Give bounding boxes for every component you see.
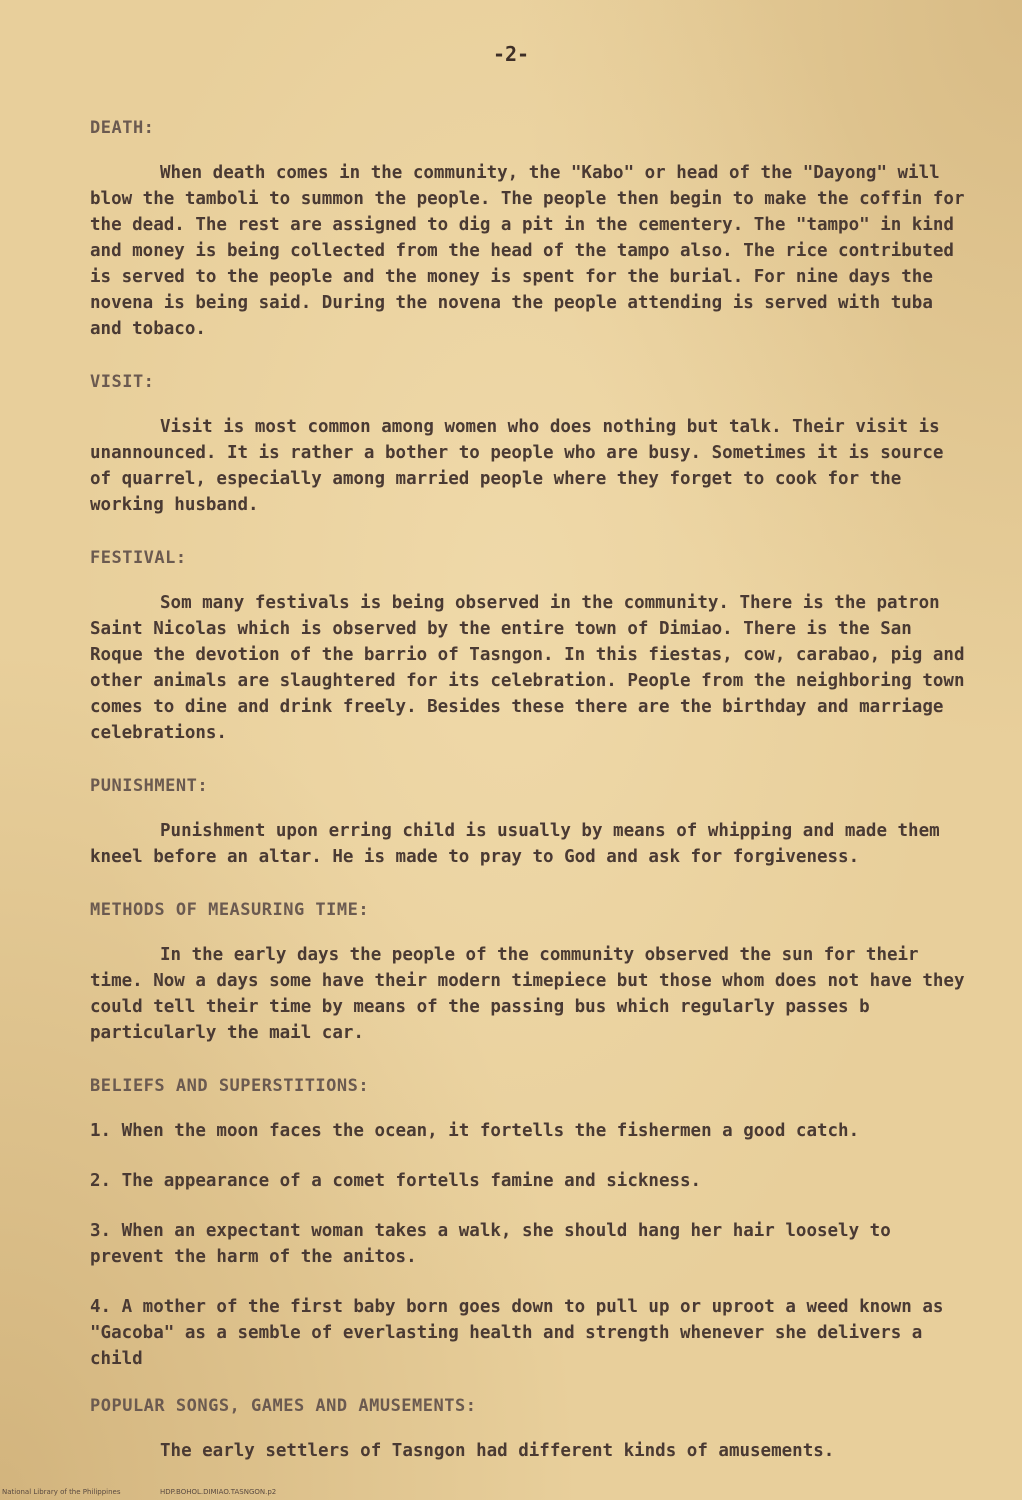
- section-body-methods: In the early days the people of the community observed the sun for their time. Now a days some have their modern timepiece but those whom does not have they could tell their time by means of the passing bus which regularly passes b particularly the mail car.: [90, 945, 965, 1043]
- section-body-visit: Visit is most common among women who does nothing but talk. Their visit is unannounced. It is rather a bother to people who are busy. Sometimes it is source of quarrel, especially among married people where they forget to cook for the working husband.: [90, 417, 944, 515]
- document-body: [90, 118, 970, 1484]
- section-heading-methods: METHODS OF MEASURING TIME:: [90, 900, 370, 920]
- page-number: -2-: [492, 42, 530, 66]
- section-body-punishment: Punishment upon erring child is usually by means of whipping and made them kneel before an altar. He is made to pray to God and ask for forgiveness.: [90, 821, 940, 867]
- section-body-songs: The early settlers of Tasngon had different kinds of amusements.: [160, 1441, 835, 1461]
- footer-credit: National Library of the Philippines: [2, 1488, 121, 1496]
- section-heading-visit: VISIT:: [90, 372, 155, 392]
- belief-item: 3. When an expectant woman takes a walk, she should hang her hair loosely to prevent the harm of the anitos.: [90, 1221, 891, 1267]
- section-heading-festival: FESTIVAL:: [90, 548, 187, 568]
- belief-item: 1. When the moon faces the ocean, it fortells the fishermen a good catch.: [90, 1121, 860, 1141]
- section-body-death: When death comes in the community, the "Kabo" or head of the "Dayong" will blow the tamboli to summon the people. The people then begin to make the coffin for the dead. The rest are assigned to dig a pit in the cementery. The "tampo" in kind and money is being collected from the head of the tampo also. The rice contributed is served to the people and the money is spent for the burial. For nine days the novena is being said. During the novena the people attending is served with tuba and tobaco.: [90, 163, 965, 339]
- section-heading-beliefs: BELIEFS AND SUPERSTITIONS:: [90, 1076, 370, 1096]
- section-heading-death: DEATH:: [90, 118, 155, 138]
- section-heading-punishment: PUNISHMENT:: [90, 776, 209, 796]
- belief-item: 2. The appearance of a comet fortells famine and sickness.: [90, 1171, 702, 1191]
- footer-code: HDP.BOHOL.DIMIAO.TASNGON.p2: [160, 1488, 277, 1496]
- section-heading-songs: POPULAR SONGS, GAMES AND AMUSEMENTS:: [90, 1396, 477, 1416]
- section-body-festival: Som many festivals is being observed in the community. There is the patron Saint Nicolas which is observed by the entire town of Dimiao. There is the San Roque the devotion of the barrio of Tasngon. In this fiestas, cow, carabao, pig and other animals are slaughtered for its celebration. People from the neighboring town comes to dine and drink freely. Besides these there are the birthday and marriage celebrations.: [90, 593, 965, 743]
- belief-item: 4. A mother of the first baby born goes down to pull up or uproot a weed known as "Gacoba" as a semble of everlasting health and strength whenever she delivers a child: [90, 1297, 944, 1369]
